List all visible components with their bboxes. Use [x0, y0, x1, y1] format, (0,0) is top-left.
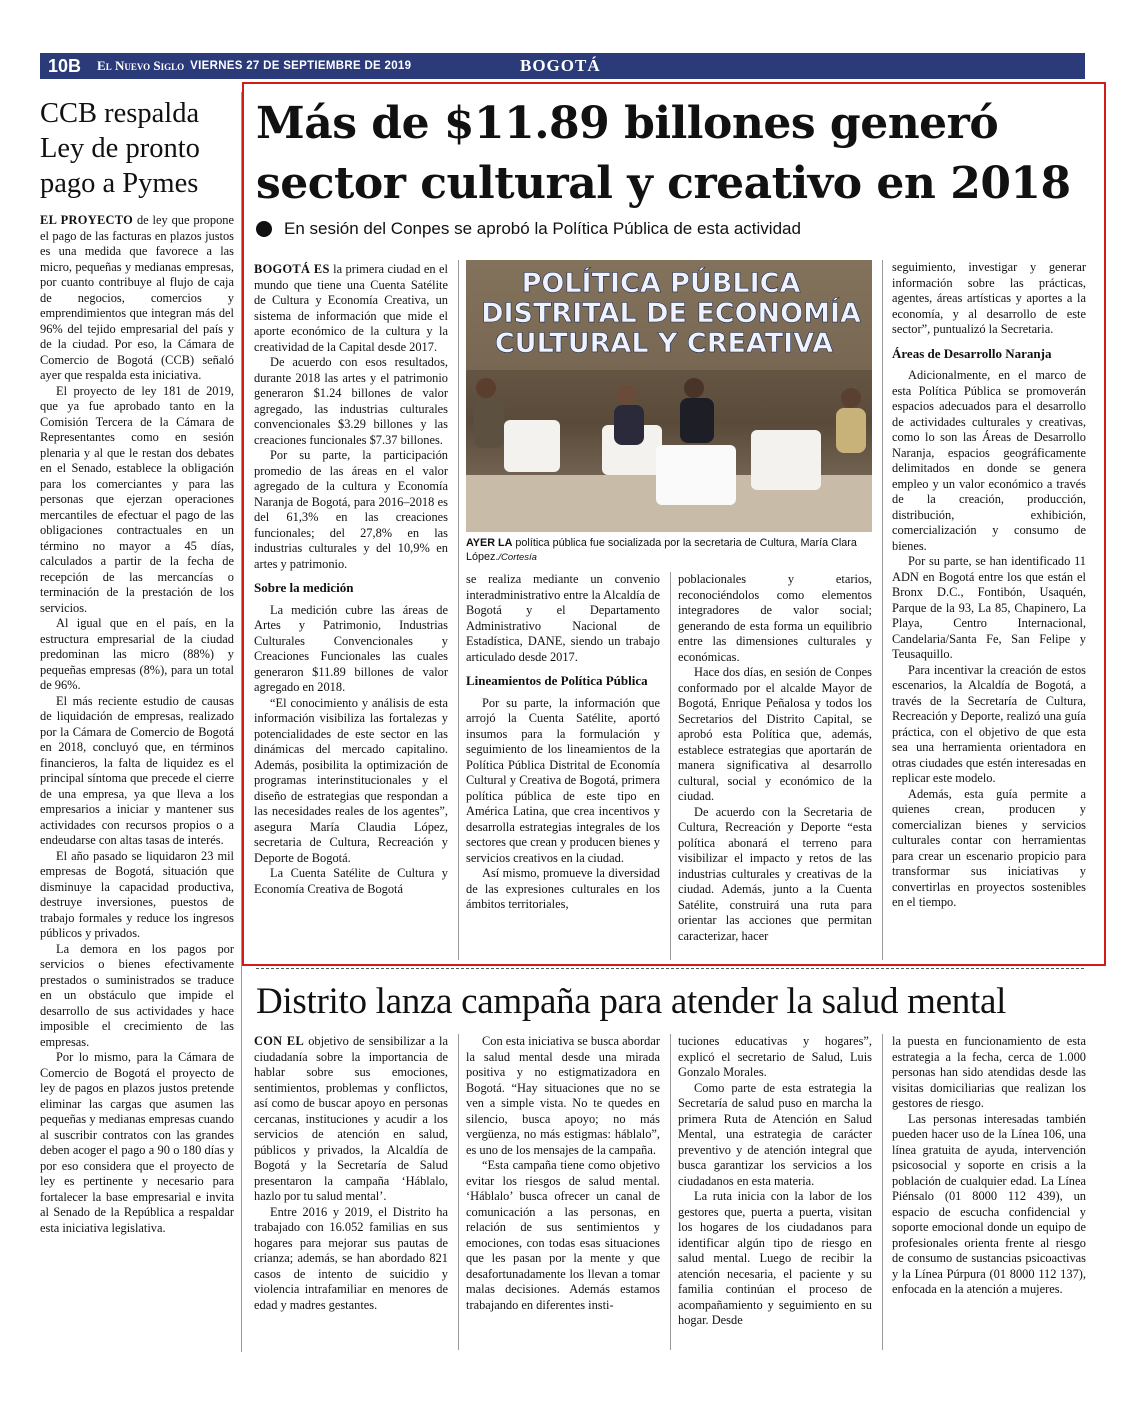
- lead-caps: EL PROYECTO: [40, 213, 134, 227]
- second-article-column-3: [678, 1034, 872, 1329]
- column-rule: [670, 572, 671, 960]
- page-number: 10B: [48, 55, 82, 76]
- main-article-column-2: [466, 572, 660, 913]
- side-article-paragraph: Al igual que en el país, en la estructura empresarial de la ciudad predominan las micro (88%) y pequeñas empresas (8%), para un total de 96%.: [40, 616, 234, 692]
- side-article-title: CCB respalda Ley de pronto pago a Pymes: [40, 98, 200, 199]
- column-rule: [670, 1034, 671, 1350]
- subtitle-text: En sesión del Conpes se aprobó la Política Pública de esta actividad: [284, 219, 801, 238]
- event-photo-illustration: [466, 260, 872, 532]
- main-article-column-3: [678, 572, 872, 944]
- article-paragraph: CON EL objetivo de sensibilizar a la ciudadanía sobre la importancia de hablar sobre sus emociones, sentimientos, problemas y conflictos, así como de buscar apoyo en personas cercanas, instituciones y acudir a los servicios de atención en salud, públicos y privados, la Alcaldía de Bogotá y la Secretaría de Salud presentaron la campaña ‘Háblalo, hazlo por tu salud mental’.: [254, 1034, 448, 1203]
- caption-lead: AYER LA: [466, 537, 513, 549]
- article-paragraph: La medición cubre las áreas de Artes y Patrimonio, Industrias Culturales Convencionales y Creaciones Funcionales las cuales generaron $11.89 billones de valor agregado en 2018.: [254, 602, 448, 694]
- article-paragraph: Además, esta guía permite a quienes crean, producen y comercializan bienes y servicios culturales contar con herramientas para crear un escenario propicio para transformar sus iniciativas y convertirlas en proyectos sostenibles en el tiempo.: [892, 786, 1086, 909]
- event-photo: [466, 260, 872, 532]
- column-rule: [458, 1034, 459, 1350]
- second-article-column-1: [254, 1034, 448, 1313]
- article-paragraph: Adicionalmente, en el marco de esta Política Pública se promoverán espacios adecuados para el desarrollo de actividades culturales y creativas, como lo son las Áreas de Desarrollo Naranja, espacios geográficamente delimitados en donde se genera empleo y un valor económico a través de la creación, producción, distribución, exhibición, comercialización y consumo de bienes.: [892, 368, 1086, 553]
- article-paragraph: Las personas interesadas también pueden hacer uso de la Línea 106, una línea gratuita de ayuda, intervención psicosocial y soporte en crisis a la población de cualquier edad. La Línea Piénsalo (01 8000 112 439), un espacio de escucha confidencial y soporte emocional donde un equipo de profesionales orienta frente al riesgo de consumo de sustancias psicoactivas y la Línea Púrpura (01 8000 112 137), enfocada en la atención a mujeres.: [892, 1111, 1086, 1296]
- newspaper-name: El Nuevo Siglo: [97, 58, 185, 73]
- lead-caps: BOGOTÁ ES: [254, 262, 330, 276]
- side-article-paragraph: El año pasado se liquidaron 23 mil empresas de Bogotá, situación que disminuye la capacidad productiva, destruye inversiones, puestos de trabajo formales y reduce los ingresos públicos y privados.: [40, 848, 234, 940]
- article-paragraph: “El conocimiento y análisis de esta información visibiliza las fortalezas y potencialidades de este sector en las dinámicas del mercado capitalino. Además, posibilita la optimización de programas interinstitucionales y el diseño de estrategias que respondan a las necesidades reales de los agentes”, asegura María Claudia López, secretaria de Cultura, Recreación y Deporte de Bogotá.: [254, 695, 448, 865]
- main-article-column-1: [254, 262, 448, 897]
- banner-line-2: DISTRITAL DE ECONOMÍA: [481, 298, 861, 329]
- lead-caps: CON EL: [254, 1034, 305, 1048]
- article-paragraph: seguimiento, investigar y generar información sobre las prácticas, agentes, áreas artísticas y aportes a la economía, y al desarrollo de este sector”, puntualizó la Secretaria.: [892, 260, 1086, 336]
- article-paragraph: se realiza mediante un convenio interadministrativo entre la Alcaldía de Bogotá y el Departamento Administrativo Nacional de Estadística, DANE, siendo un trabajo articulado desde 2017.: [466, 572, 660, 664]
- section-heading: Sobre la medición: [254, 580, 354, 595]
- section-heading: Áreas de Desarrollo Naranja: [892, 345, 1052, 361]
- side-article-paragraph: Por lo mismo, para la Cámara de Comercio de Bogotá el proyecto de ley de pagos en plazos justos pretende eliminar las cargas que asumen las pequeñas y medianas empresas cuando al suscribir contratos con las grandes deben acoger el pago a 90 o 180 días y por eso considera que el proyecto de ley es pertinente y necesario para fortalecer la base empresarial e invita al Senado de la República a respaldar esta iniciativa legislativa.: [40, 1050, 234, 1235]
- article-paragraph: Como parte de esta estrategia la Secretaría de salud puso en marcha la primera Ruta de Atención en Salud Mental, una estrategia de carácter preventivo y de atención integral que busca garantizar los servicios a los ciudadanos en esta materia.: [678, 1080, 872, 1188]
- article-paragraph: Así mismo, promueve la diversidad de las expresiones culturales en los ámbitos territoriales,: [466, 866, 660, 911]
- second-article-title: Distrito lanza campaña para atender la salud mental: [256, 981, 1007, 1022]
- article-paragraph: De acuerdo con la Secretaria de Cultura, Recreación y Deporte “esta política abonará el terreno para visibilizar el impacto y retos de las industrias culturales y creativas de la ciudad. Además, junto a la Cuenta Satélite, construirá una ruta para orientar las acciones que permitan caracterizar, hacer: [678, 804, 872, 943]
- article-paragraph: BOGOTÁ ES la primera ciudad en el mundo que tiene una Cuenta Satélite de Cultura y Economía Creativa, un sistema de información que mide el aporte económico de la cultura y la creatividad de la Capital desde 2017.: [254, 262, 449, 354]
- article-paragraph: tuciones educativas y hogares”, explicó el secretario de Salud, Luis Gonzalo Morales.: [678, 1034, 872, 1079]
- article-paragraph: la puesta en funcionamiento de esta estrategia a la fecha, cerca de 1.000 personas han sido atendidas desde las visitas domiciliarias que realizan los gestores de riesgo.: [892, 1034, 1086, 1110]
- main-article-column-4: [892, 260, 1086, 911]
- photo-caption: [466, 536, 872, 565]
- side-article-body: [40, 213, 234, 1236]
- article-paragraph: Por su parte, la información que arrojó la Cuenta Satélite, aportó insumos para la formulación y seguimiento de los lineamientos de la Política Pública Distrital de Economía Cultural y Creativa de Bogotá, primera política pública de este tipo en América Latina, que crea incentivos y desarrolla estrategias integrales de los sectores que crean y producen bienes y servicios creativos en la ciudad.: [466, 695, 660, 865]
- main-article-subtitle: [256, 219, 1086, 239]
- article-paragraph: Con esta iniciativa se busca abordar la salud mental desde una mirada positiva y no estigmatizadora en Bogotá. “Hay situaciones que no se ven a simple vista. No te quedes en silencio, busca apoyo; no más vergüenza, no más estigmas: háblalo”, es uno de los mensajes de la campaña.: [466, 1034, 660, 1157]
- section-label: BOGOTÁ: [520, 56, 601, 75]
- article-paragraph: De acuerdo con esos resultados, durante 2018 las artes y el patrimonio generaron $1.24 billones de valor agregado, las industrias culturales convencionales $3.29 billones y las creaciones funcionales $7.37 billones.: [254, 355, 448, 447]
- page-header: [40, 53, 1085, 79]
- banner-line-1: POLÍTICA PÚBLICA: [521, 268, 801, 299]
- banner-line-3: CULTURAL Y CREATIVA: [494, 328, 834, 359]
- side-article-paragraph: El proyecto de ley 181 de 2019, que ya fue aprobado tanto en la Comisión Tercera de la Cámara de Representantes como en sesión plenaria y al que le restan dos debates en el Senado, establece la obligación para los comerciantes y para las personas que ejerzan operaciones mercantiles de efectuar el pago de las obligaciones contractuales en un término no mayor a 45 días, calculados a partir de la fecha de recepción de las mercancías o terminación de la prestación de los servicios.: [40, 383, 234, 615]
- main-article-title: Más de $11.89 billones generó sector cultural y creativo en 2018: [256, 98, 1071, 209]
- side-article-paragraph: EL PROYECTO de ley que propone el pago de las facturas en plazos justos es una medida que favorece a las micro, pequeñas y medianas empresas, por cuanto contribuye al flujo de caja de negocios, comercios y emprendimientos que integran más del 96% del tejido empresarial del país y de la ciudad. Por eso, la Cámara de Comercio de Bogotá (CCB) señaló ayer que respalda esta iniciativa.: [40, 213, 234, 382]
- article-paragraph: La Cuenta Satélite de Cultura y Economía Creativa de Bogotá: [254, 866, 448, 896]
- article-paragraph: Por su parte, la participación promedio de las áreas en el valor agregado de la cultura y Economía Naranja de Bogotá, para 2016–2018 es del 61,3% en las creaciones funcionales; del 27,8% en las industrias culturales y del 10,9% en artes y patrimonio.: [254, 448, 448, 571]
- section-heading: Lineamientos de Política Pública: [466, 673, 648, 688]
- caption-text: política pública fue socializada por la secretaria de Cultura, María Clara López.: [466, 537, 857, 563]
- photo-credit: /Cortesía: [498, 552, 537, 563]
- article-paragraph: Entre 2016 y 2019, el Distrito ha trabajado con 16.052 familias en sus hogares para mejorar sus pautas de crianza; además, se han abordado 821 casos de intento de suicidio y violencia intrafamiliar en menores de edad y madres gestantes.: [254, 1204, 448, 1312]
- side-article-paragraph: El más reciente estudio de causas de liquidación de empresas, realizado por la Cámara de Comercio de Bogotá en 2018, concluyó que, en términos financieros, la falta de liquidez es el principal síntoma que precede el cierre de una empresa, ya que lleva a los empresarios a iniciar y mantener sus actividades con recursos propios o a endeudarse con altas tasas de interés.: [40, 693, 234, 847]
- article-paragraph: poblacionales y etarios, reconociéndolos como elementos integradores de valor social; generando de esta forma un equilibrio entre las dimensiones culturales y económicas.: [678, 572, 872, 664]
- column-rule: [458, 260, 459, 960]
- second-article-column-2: [466, 1034, 660, 1313]
- article-divider: [256, 968, 1084, 969]
- side-article-paragraph: La demora en los pagos por servicios o bienes efectivamente prestados o suministrados se traduce en un obstáculo que impide el desarrollo de sus actividades y hace imposible el crecimiento de las empresas.: [40, 941, 234, 1049]
- second-article-column-4: [892, 1034, 1086, 1298]
- column-rule: [882, 1034, 883, 1350]
- article-paragraph: La ruta inicia con la labor de los gestores que, puerta a puerta, visitan los hogares de los ciudadanos para identificar algún tipo de riesgo en salud mental. Luego de recibir la atención necesaria, el paciente y su familia continúan el proceso de acompañamiento y seguimiento en su hogar. Desde: [678, 1189, 872, 1327]
- bullet-icon: [256, 221, 272, 237]
- column-rule: [882, 260, 883, 960]
- edition-date: VIERNES 27 DE SEPTIEMBRE DE 2019: [190, 60, 412, 72]
- article-paragraph: Hace dos días, en sesión de Conpes conformado por el alcalde Mayor de Bogotá, Enrique Peñalosa y todos los Secretarios del Distrito Capital, se aprobó esta Política que, además, establece estrategias que aportarán de manera significativa al desarrollo cultural, social y económico de la ciudad.: [678, 665, 872, 803]
- article-paragraph: “Esta campaña tiene como objetivo evitar los riesgos de salud mental. ‘Háblalo’ busca ofrecer un canal de comunicación a las personas, en relación de sus sentimientos y emociones, con todas esas situaciones que les pasan por la mente y que desafortunadamente los llevan a tomar malas decisiones. Además estamos trabajando en diferentes insti-: [466, 1158, 660, 1312]
- article-paragraph: Para incentivar la creación de estos escenarios, la Alcaldía de Bogotá, a través de la Secretaría de Cultura, Recreación y Deporte, realizó una guía práctica, con el objetivo de que esta sea una herramienta orientadora en otras ciudades que estén interesadas en replicar este modelo.: [892, 662, 1086, 785]
- article-paragraph: Por su parte, se han identificado 11 ADN en Bogotá entre los que están el Bronx D.C., Fontibón, Usaquén, Parque de la 93, La 85, Chapinero, La Playa, Centro Internacional, Candelaria/Santa Fe, San Felipe y Teusaquillo.: [892, 554, 1086, 661]
